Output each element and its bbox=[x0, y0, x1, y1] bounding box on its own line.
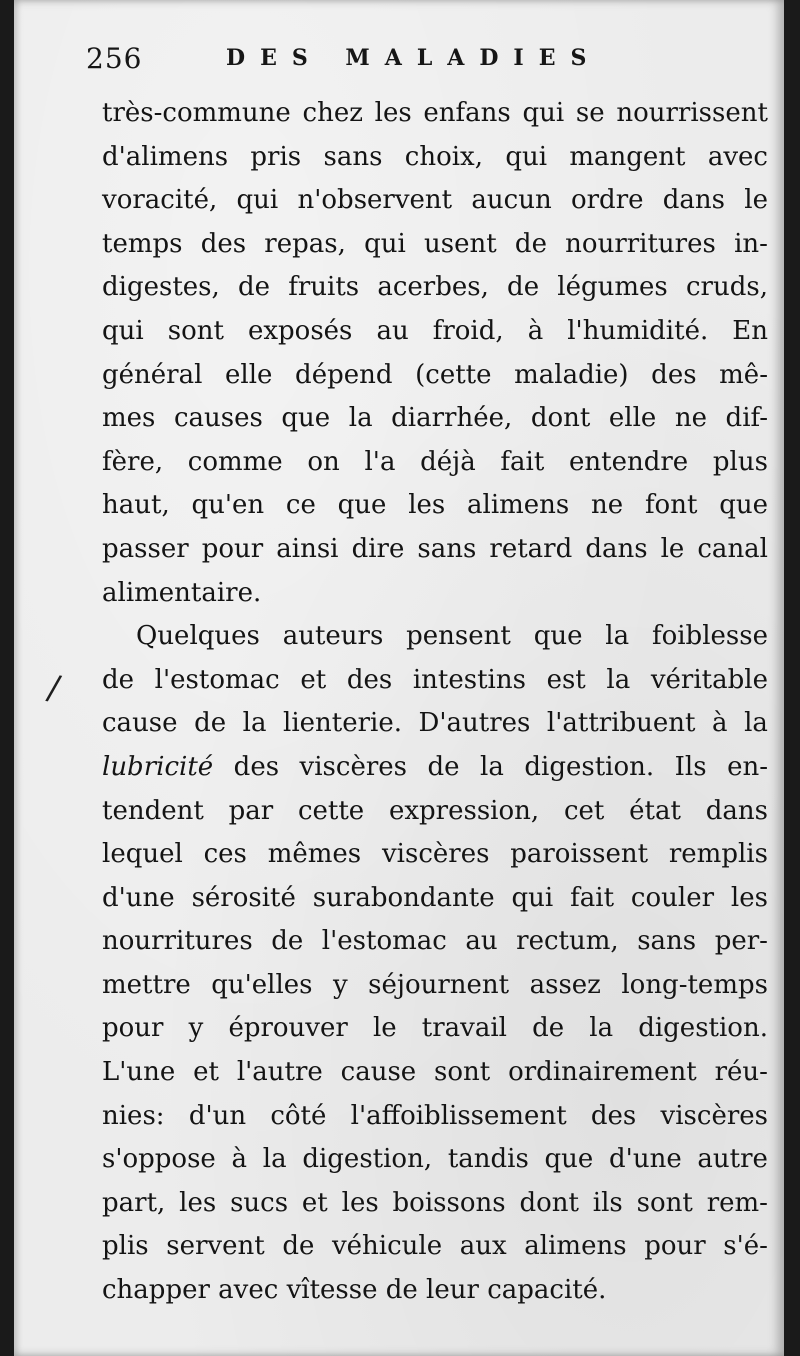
text-line: plis servent de véhicule aux alimens pour s'é- bbox=[102, 1231, 768, 1262]
text-line: fère, comme on l'a déjà fait entendre plus bbox=[102, 446, 768, 477]
text-line: mes causes que la diarrhée, dont elle ne dif- bbox=[102, 403, 768, 434]
text-line: d'alimens pris sans choix, qui mangent avec bbox=[102, 141, 768, 172]
text-line: Quelques auteurs pensent que la foiblesse bbox=[136, 621, 768, 652]
text-line: nies: d'un côté l'affoiblissement des viscères bbox=[102, 1100, 768, 1131]
text-line: très-commune chez les enfans qui se nourrissent bbox=[102, 98, 768, 128]
text-line: tendent par cette expression, cet état dans bbox=[102, 795, 768, 826]
text-line: digestes, de fruits acerbes, de légumes cruds, bbox=[102, 272, 768, 303]
margin-annotation: / bbox=[43, 667, 64, 709]
text-line: haut, qu'en ce que les alimens ne font que bbox=[102, 490, 768, 521]
running-title: DES MALADIES bbox=[226, 45, 602, 71]
text-line: s'oppose à la digestion, tandis que d'une autre bbox=[102, 1144, 768, 1175]
text-line: alimentaire. bbox=[102, 577, 262, 608]
body-text bbox=[102, 92, 768, 1313]
text-line: de l'estomac et des intestins est la véritable bbox=[102, 664, 768, 695]
text-line: lequel ces mêmes viscères paroissent remplis bbox=[102, 839, 768, 870]
text-line: général elle dépend (cette maladie) des mê- bbox=[102, 359, 768, 390]
text-line: chapper avec vîtesse de leur capacité. bbox=[102, 1275, 607, 1306]
page-number: 256 bbox=[86, 41, 143, 75]
text-line: passer pour ainsi dire sans retard dans le canal bbox=[102, 533, 768, 564]
running-head bbox=[86, 38, 744, 78]
text-line: d'une sérosité surabondante qui fait couler les bbox=[102, 882, 768, 913]
text-line: lubricité des viscères de la digestion. Ils en- bbox=[102, 751, 768, 782]
text-line: voracité, qui n'observent aucun ordre dans le bbox=[102, 185, 768, 216]
text-line: part, les sucs et les boissons dont ils sont rem- bbox=[102, 1187, 768, 1218]
text-line: pour y éprouver le travail de la digestion. bbox=[102, 1013, 768, 1044]
text-line: temps des repas, qui usent de nourritures in- bbox=[102, 228, 768, 259]
text-line: nourritures de l'estomac au rectum, sans per- bbox=[102, 926, 768, 957]
book-page bbox=[14, 0, 784, 1356]
text-line: cause de la lienterie. D'autres l'attribuent à la bbox=[102, 708, 768, 739]
text-line: L'une et l'autre cause sont ordinairement réu- bbox=[102, 1057, 768, 1088]
text-line: mettre qu'elles y séjournent assez long-temps bbox=[102, 969, 768, 1000]
text-line: qui sont exposés au froid, à l'humidité. En bbox=[102, 315, 768, 346]
